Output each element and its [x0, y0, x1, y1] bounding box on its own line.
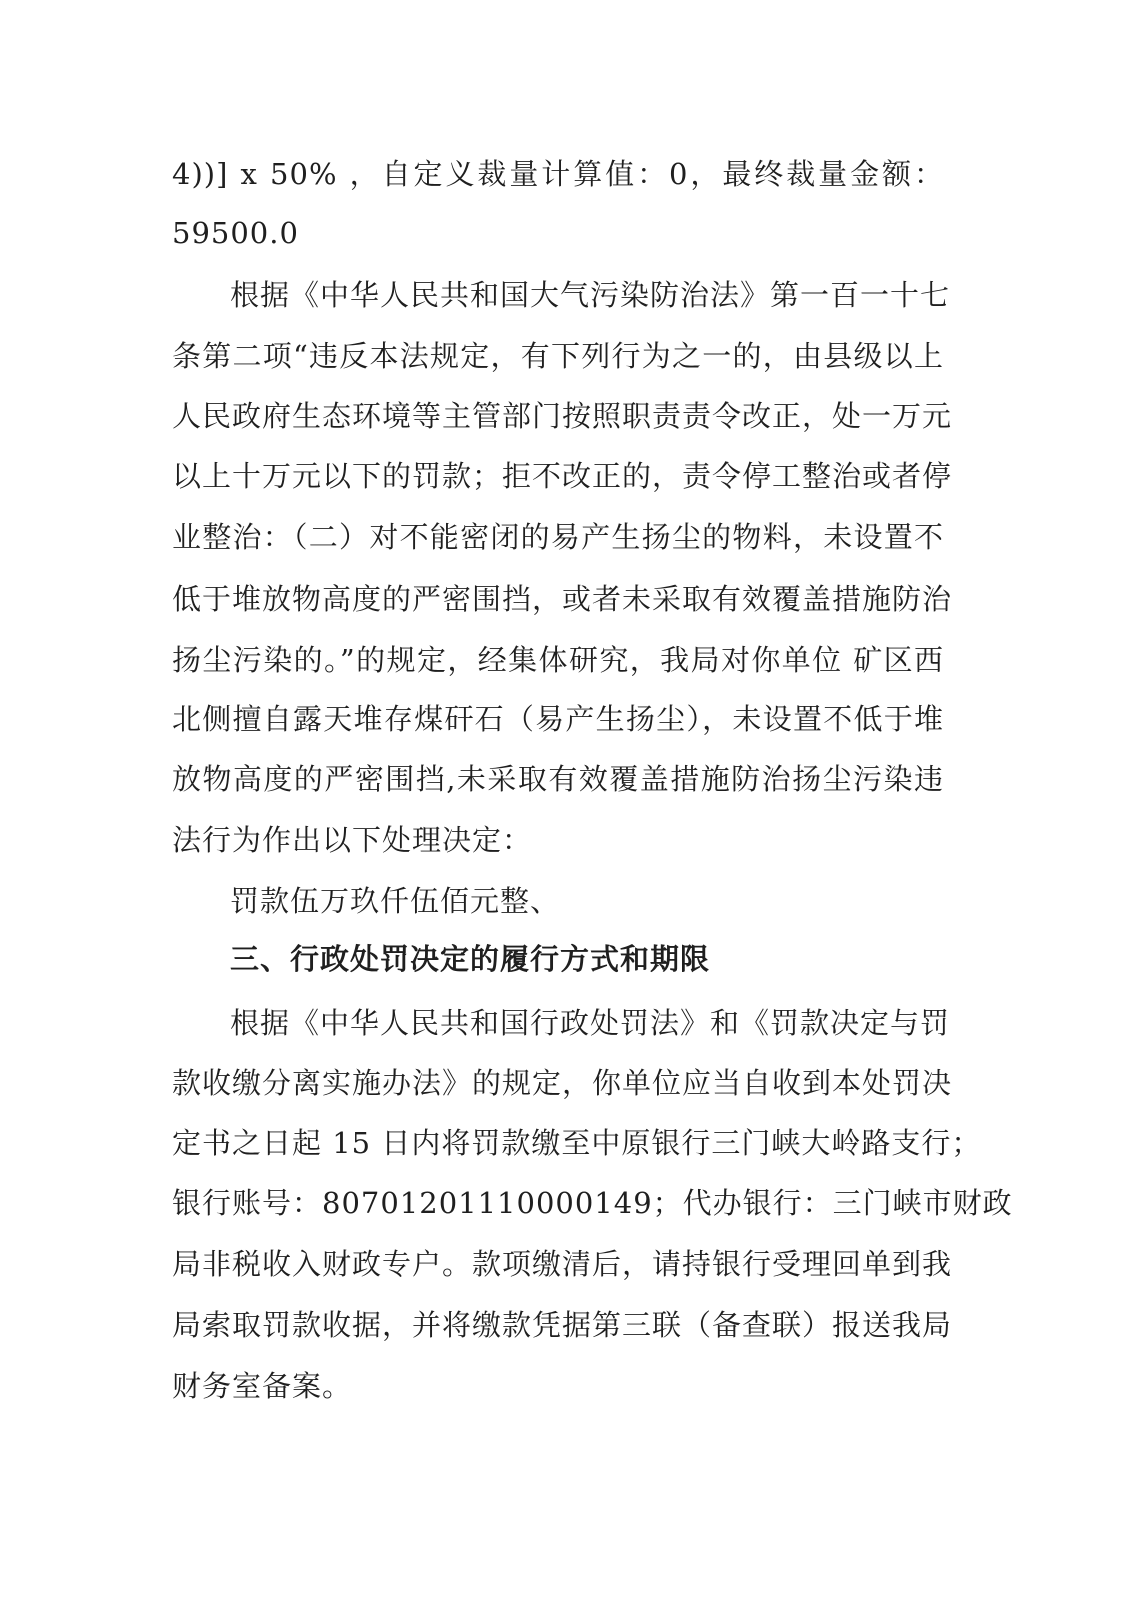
- payment-line-7: 财务室备案。: [172, 1369, 353, 1403]
- payment-line-5: 局非税收入财政专户。款项缴清后，请持银行受理回单到我: [172, 1247, 953, 1281]
- paragraph-line-8: 北侧擅自露天堆存煤矸石（易产生扬尘），未设置不低于堆: [172, 702, 944, 736]
- paragraph-line-7: 扬尘污染的。”的规定，经集体研究，我局对你单位 矿区西: [172, 643, 944, 677]
- paragraph-line-9: 放物高度的严密围挡,未采取有效覆盖措施防治扬尘污染违: [172, 762, 944, 796]
- paragraph-line-10: 法行为作出以下处理决定：: [172, 823, 533, 857]
- text-line-2: 59500.0: [172, 216, 299, 250]
- paragraph-line-2: 条第二项“违反本法规定，有下列行为之一的，由县级以上: [172, 339, 944, 373]
- payment-line-2: 款收缴分离实施办法》的规定，你单位应当自收到本处罚决: [172, 1066, 953, 1100]
- payment-line-6: 局索取罚款收据，并将缴款凭据第三联（备查联）报送我局: [172, 1308, 953, 1342]
- paragraph-line-3: 人民政府生态环境等主管部门按照职责责令改正，处一万元: [172, 399, 953, 433]
- payment-line-3: 定书之日起 15 日内将罚款缴至中原银行三门峡大岭路支行；: [172, 1126, 982, 1160]
- paragraph-line-6: 低于堆放物高度的严密围挡，或者未采取有效覆盖措施防治: [172, 582, 953, 616]
- payment-line-4: 银行账号：80701201110000149；代办银行：三门峡市财政: [172, 1186, 1013, 1220]
- payment-line-1: 根据《中华人民共和国行政处罚法》和《罚款决定与罚: [230, 1006, 951, 1040]
- fine-amount-line: 罚款伍万玖仟伍佰元整、: [230, 884, 561, 918]
- paragraph-line-5: 业整治：（二）对不能密闭的易产生扬尘的物料，未设置不: [172, 520, 944, 554]
- text-line-1: 4))] x 50% ，自定义裁量计算值：0，最终裁量金额：: [172, 157, 944, 191]
- paragraph-line-4: 以上十万元以下的罚款；拒不改正的，责令停工整治或者停: [172, 459, 953, 493]
- paragraph-line-1: 根据《中华人民共和国大气污染防治法》第一百一十七: [230, 278, 951, 312]
- section-heading: 三、行政处罚决定的履行方式和期限: [230, 942, 711, 976]
